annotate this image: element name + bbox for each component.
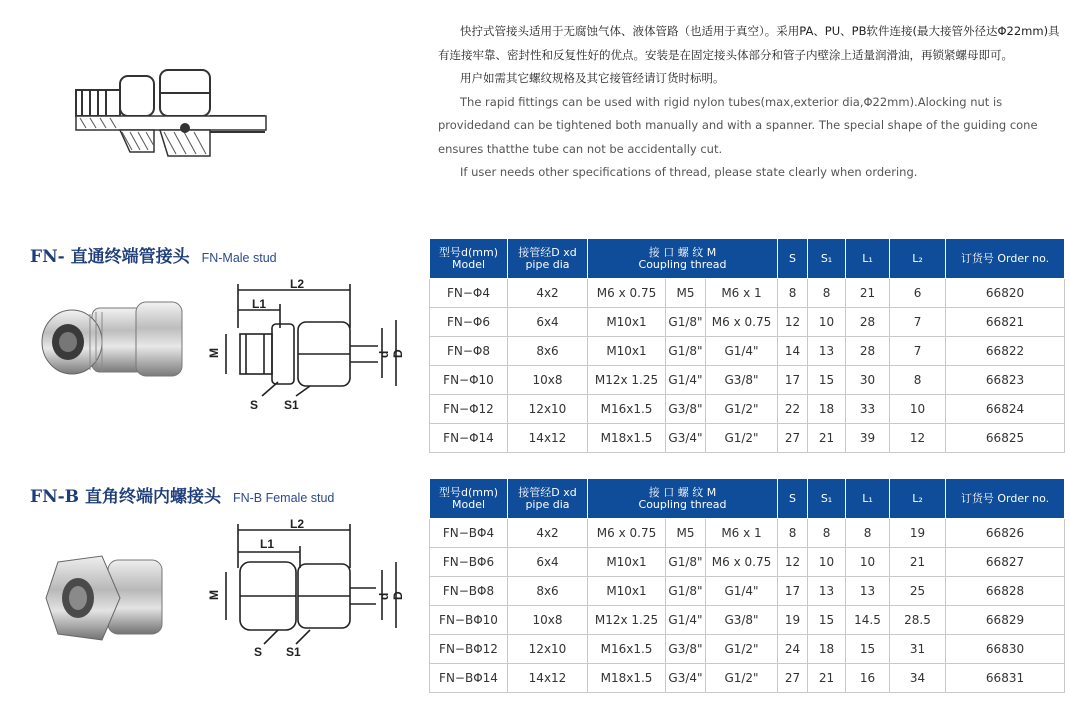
cell-order-no: 66830 [946, 635, 1065, 664]
cell-pipe-dia: 6x4 [508, 548, 588, 577]
header-pipe-dia: 接管经D xd pipe dia [508, 239, 588, 279]
cell-l2: 12 [890, 424, 946, 453]
header-order-no: 订货号 Order no. [946, 479, 1065, 519]
header-s: S [778, 239, 808, 279]
table-row [430, 337, 1065, 366]
dim-m: M [207, 348, 221, 358]
header-pipe-dia: 接管经D xd pipe dia [508, 479, 588, 519]
cell-l2: 10 [890, 395, 946, 424]
section-title-zh: FN- 直通终端管接头 [30, 247, 190, 267]
section-drawing [60, 52, 270, 162]
table-row [430, 395, 1065, 424]
cell-thread-m3: G1/2" [706, 424, 778, 453]
table-row [430, 577, 1065, 606]
cell-thread-m2: G1/4" [666, 366, 706, 395]
dim-s: S [250, 398, 259, 412]
header-s1: S₁ [808, 479, 846, 519]
cell-model: FN−Φ8 [430, 337, 508, 366]
table-row [430, 519, 1065, 548]
table-row [430, 308, 1065, 337]
cell-pipe-dia: 8x6 [508, 577, 588, 606]
spec-table-male-stud [429, 238, 1065, 453]
cell-pipe-dia: 4x2 [508, 519, 588, 548]
cell-l1: 13 [846, 577, 890, 606]
cell-model: FN−BΦ12 [430, 635, 508, 664]
cell-l1: 16 [846, 664, 890, 693]
header-model: 型号d(mm) Model [430, 479, 508, 519]
cell-s: 14 [778, 337, 808, 366]
cell-thread-m2: G1/8" [666, 548, 706, 577]
cell-s1: 18 [808, 635, 846, 664]
cell-thread-m: M18x1.5 [588, 664, 666, 693]
cell-model: FN−BΦ4 [430, 519, 508, 548]
dim-s: S [254, 645, 263, 659]
cell-l2: 7 [890, 308, 946, 337]
cell-thread-m: M10x1 [588, 308, 666, 337]
section-title-en: FN-Male stud [201, 251, 277, 265]
header-l1: L₁ [846, 239, 890, 279]
cell-thread-m2: M5 [666, 519, 706, 548]
cell-thread-m: M10x1 [588, 577, 666, 606]
cell-thread-m2: G3/4" [666, 664, 706, 693]
cell-l1: 15 [846, 635, 890, 664]
cell-l2: 34 [890, 664, 946, 693]
cell-thread-m2: G1/8" [666, 308, 706, 337]
cell-order-no: 66828 [946, 577, 1065, 606]
cell-s: 27 [778, 424, 808, 453]
dim-s1: S1 [286, 645, 301, 659]
dim-l2: L2 [290, 277, 305, 291]
cell-s: 12 [778, 548, 808, 577]
cell-thread-m3: M6 x 1 [706, 519, 778, 548]
cell-thread-m2: G1/8" [666, 337, 706, 366]
cell-order-no: 66826 [946, 519, 1065, 548]
dim-l2: L2 [290, 517, 305, 531]
cell-pipe-dia: 8x6 [508, 337, 588, 366]
cell-s: 22 [778, 395, 808, 424]
cell-thread-m2: G1/4" [666, 606, 706, 635]
cell-order-no: 66827 [946, 548, 1065, 577]
header-order-no: 订货号 Order no. [946, 239, 1065, 279]
section-title-male-stud [30, 242, 277, 267]
cell-s: 19 [778, 606, 808, 635]
cell-thread-m: M10x1 [588, 337, 666, 366]
cell-thread-m3: G1/4" [706, 337, 778, 366]
cell-order-no: 66823 [946, 366, 1065, 395]
cell-thread-m3: G1/2" [706, 395, 778, 424]
cell-thread-m3: M6 x 1 [706, 279, 778, 308]
cell-s1: 15 [808, 366, 846, 395]
intro-zh-note: 用户如需其它螺纹规格及其它接管经请订货时标明。 [460, 71, 725, 85]
cell-model: FN−Φ4 [430, 279, 508, 308]
table-row [430, 279, 1065, 308]
cell-pipe-dia: 14x12 [508, 664, 588, 693]
header-coupling-thread: 接 口 螺 纹 M Coupling thread [588, 239, 778, 279]
cell-thread-m2: G3/4" [666, 424, 706, 453]
cell-thread-m: M10x1 [588, 548, 666, 577]
section-title-zh: FN-B 直角终端内螺接头 [30, 487, 221, 507]
header-s: S [778, 479, 808, 519]
cell-thread-m2: G1/8" [666, 577, 706, 606]
cell-s1: 13 [808, 577, 846, 606]
cell-pipe-dia: 10x8 [508, 366, 588, 395]
cell-l2: 28.5 [890, 606, 946, 635]
male-stud-photo [32, 290, 192, 400]
cell-model: FN−BΦ10 [430, 606, 508, 635]
cell-s1: 10 [808, 548, 846, 577]
cell-s1: 15 [808, 606, 846, 635]
cell-pipe-dia: 4x2 [508, 279, 588, 308]
cell-s1: 21 [808, 424, 846, 453]
cell-s: 12 [778, 308, 808, 337]
cell-thread-m2: G3/8" [666, 395, 706, 424]
cell-model: FN−BΦ8 [430, 577, 508, 606]
cell-thread-m3: M6 x 0.75 [706, 308, 778, 337]
cell-thread-m: M12x 1.25 [588, 366, 666, 395]
dim-m: M [207, 590, 221, 600]
cell-s1: 13 [808, 337, 846, 366]
cell-l2: 21 [890, 548, 946, 577]
cell-order-no: 66831 [946, 664, 1065, 693]
header-l2: L₂ [890, 239, 946, 279]
cell-thread-m3: G1/2" [706, 635, 778, 664]
cell-l2: 31 [890, 635, 946, 664]
intro-text [438, 20, 1063, 185]
cell-s: 27 [778, 664, 808, 693]
header-l1: L₁ [846, 479, 890, 519]
cell-s: 17 [778, 366, 808, 395]
cell-s1: 8 [808, 279, 846, 308]
dim-d-small: d [377, 592, 391, 600]
dim-d-large: D [391, 349, 405, 358]
cell-thread-m3: G3/8" [706, 366, 778, 395]
cell-model: FN−BΦ14 [430, 664, 508, 693]
male-stud-diagram [200, 268, 420, 428]
table-body [430, 519, 1065, 693]
cell-order-no: 66829 [946, 606, 1065, 635]
dim-d-small: d [377, 350, 391, 358]
cell-order-no: 66825 [946, 424, 1065, 453]
cell-l1: 33 [846, 395, 890, 424]
table-body [430, 279, 1065, 453]
cell-pipe-dia: 12x10 [508, 635, 588, 664]
cell-thread-m3: M6 x 0.75 [706, 548, 778, 577]
cell-thread-m3: G1/4" [706, 577, 778, 606]
cell-l2: 6 [890, 279, 946, 308]
cell-thread-m: M16x1.5 [588, 395, 666, 424]
cell-thread-m3: G3/8" [706, 606, 778, 635]
table-row [430, 366, 1065, 395]
section-title-female-stud [30, 482, 334, 507]
cell-thread-m2: G3/8" [666, 635, 706, 664]
cell-thread-m: M6 x 0.75 [588, 519, 666, 548]
table-row [430, 548, 1065, 577]
cell-s: 17 [778, 577, 808, 606]
cell-s1: 21 [808, 664, 846, 693]
female-stud-photo [38, 548, 178, 648]
cell-s: 8 [778, 519, 808, 548]
cell-l1: 28 [846, 337, 890, 366]
spec-table-female-stud [429, 478, 1065, 693]
cell-l1: 10 [846, 548, 890, 577]
intro-en-paragraph: The rapid fittings can be used with rigid nylon tubes(max,exterior dia,Φ22mm).Alocking nut is providedand can be tightened both manually and with a spanner. The special shape of the guiding cone ensures thatthe tube can not be accidentally cut. [438, 94, 1038, 156]
dim-l1: L1 [252, 297, 267, 311]
cell-model: FN−BΦ6 [430, 548, 508, 577]
table-header-row [430, 239, 1065, 279]
section-title-en: FN-B Female stud [232, 491, 335, 505]
cell-l1: 14.5 [846, 606, 890, 635]
cell-pipe-dia: 12x10 [508, 395, 588, 424]
cell-thread-m: M18x1.5 [588, 424, 666, 453]
cell-s1: 8 [808, 519, 846, 548]
cell-l1: 8 [846, 519, 890, 548]
cell-pipe-dia: 6x4 [508, 308, 588, 337]
dim-d-large: D [391, 591, 405, 600]
header-s1: S₁ [808, 239, 846, 279]
header-l2: L₂ [890, 479, 946, 519]
cell-thread-m: M12x 1.25 [588, 606, 666, 635]
cell-thread-m: M6 x 0.75 [588, 279, 666, 308]
dim-s1: S1 [284, 398, 299, 412]
cell-model: FN−Φ14 [430, 424, 508, 453]
cell-s: 8 [778, 279, 808, 308]
cell-s1: 18 [808, 395, 846, 424]
cell-l2: 8 [890, 366, 946, 395]
intro-en-note: If user needs other specifications of thread, please state clearly when ordering. [460, 165, 918, 179]
table-row [430, 635, 1065, 664]
cell-thread-m3: G1/2" [706, 664, 778, 693]
cell-l1: 28 [846, 308, 890, 337]
header-model: 型号d(mm) Model [430, 239, 508, 279]
cell-l2: 19 [890, 519, 946, 548]
cell-l2: 25 [890, 577, 946, 606]
table-row [430, 606, 1065, 635]
cell-pipe-dia: 14x12 [508, 424, 588, 453]
cell-thread-m2: M5 [666, 279, 706, 308]
female-stud-diagram [200, 508, 420, 668]
cell-model: FN−Φ12 [430, 395, 508, 424]
cell-s: 24 [778, 635, 808, 664]
cell-pipe-dia: 10x8 [508, 606, 588, 635]
cell-model: FN−Φ6 [430, 308, 508, 337]
cell-order-no: 66820 [946, 279, 1065, 308]
header-coupling-thread: 接 口 螺 纹 M Coupling thread [588, 479, 778, 519]
cell-order-no: 66822 [946, 337, 1065, 366]
cell-s1: 10 [808, 308, 846, 337]
cell-l1: 21 [846, 279, 890, 308]
cell-l1: 39 [846, 424, 890, 453]
cell-l2: 7 [890, 337, 946, 366]
table-row [430, 424, 1065, 453]
dim-l1: L1 [260, 537, 275, 551]
intro-zh-paragraph: 快拧式管接头适用于无腐蚀气体、液体管路（也适用于真空）。采用PA、PU、PB软件连接(最大接管外径达Φ22mm)具有连接牢靠、密封性和反复性好的优点。安装是在固定接头体部分和管子内壁涂上适量润滑油，再锁紧螺母即可。 [438, 24, 1060, 62]
cell-order-no: 66824 [946, 395, 1065, 424]
cell-order-no: 66821 [946, 308, 1065, 337]
cell-thread-m: M16x1.5 [588, 635, 666, 664]
table-row [430, 664, 1065, 693]
cell-l1: 30 [846, 366, 890, 395]
cell-model: FN−Φ10 [430, 366, 508, 395]
table-header-row [430, 479, 1065, 519]
